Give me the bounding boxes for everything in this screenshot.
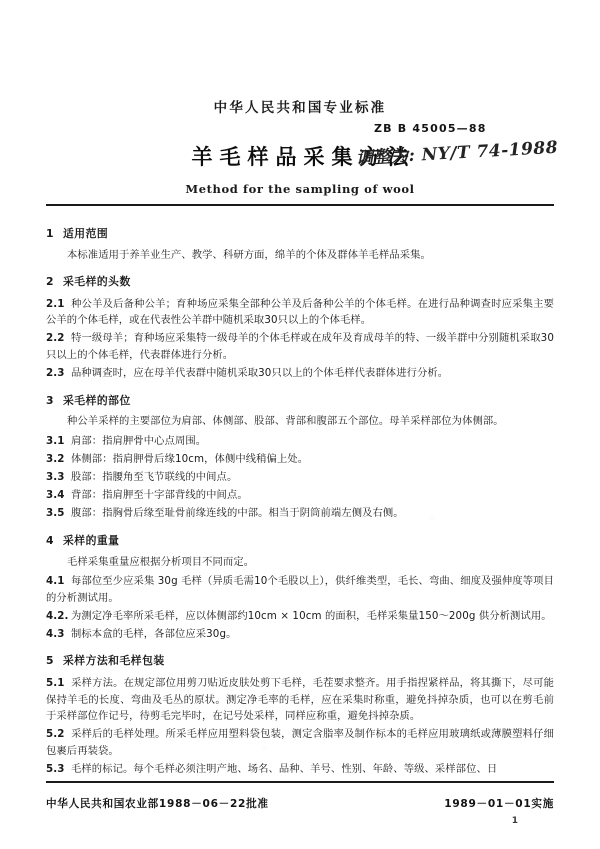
section-number-1: 1 bbox=[46, 227, 55, 240]
clause-3-2 bbox=[46, 451, 554, 468]
page-number: 1 bbox=[511, 816, 518, 826]
clause-5-1 bbox=[46, 675, 554, 725]
footer-approval: 中华人民共和国农业部1988－06－22批准 bbox=[46, 798, 269, 810]
clause-number-3-4: 3.4 bbox=[46, 489, 65, 502]
clause-number-2-3: 2.3 bbox=[46, 367, 65, 380]
clause-number-4-2: 4.2. bbox=[46, 609, 69, 622]
clause-text-3-5: 腹部：指胸骨后缘至耻骨前缘连线的中部。相当于阴筒前端左侧及右侧。 bbox=[71, 507, 404, 520]
clause-number-3-1: 3.1 bbox=[46, 434, 65, 447]
document-body bbox=[46, 215, 554, 779]
clause-number-5-1: 5.1 bbox=[46, 677, 65, 690]
clause-4-2 bbox=[46, 608, 554, 625]
page-content bbox=[46, 0, 559, 849]
header-divider-rule bbox=[46, 204, 554, 206]
clause-text-4-1: 每部位至少应采集 30g 毛样（异质毛需10个毛股以上），供纤维类型，毛长、弯曲、细度及强伸度等项目的分析测试用。 bbox=[46, 575, 554, 604]
section-number-3: 3 bbox=[46, 393, 55, 407]
clause-4-1 bbox=[46, 573, 554, 606]
clause-3-1 bbox=[46, 433, 554, 450]
clause-text-4-3: 制标本盒的毛样，各部位应采30g。 bbox=[71, 627, 237, 640]
section-number-4: 4 bbox=[46, 533, 55, 547]
clause-text-2-2: 特一级母羊；育种场应采集特一级母羊的个体毛样或在成年及育成母羊的特、一级羊群中分别随机采取30只以上的个体毛样，代表群体进行分析。 bbox=[46, 332, 554, 362]
clause-text-5-2: 采样后的毛样处理。所采毛样应用塑料袋包装，测定含脂率及制作标本的毛样应用玻璃纸或薄膜塑料仔细包裹后再装袋。 bbox=[46, 728, 554, 757]
document-title-chinese: 羊毛样品采集方法 bbox=[191, 145, 416, 169]
section-4-paragraph: 毛样采集重量应根据分析项目不同而定。 bbox=[67, 555, 255, 568]
section-heading-2 bbox=[46, 274, 554, 291]
clause-text-2-3: 品种调查时，应在母羊代表群中随机采取30只以上的个体毛样代表群体进行分析。 bbox=[71, 367, 449, 380]
clause-number-5-3: 5.3 bbox=[46, 763, 65, 776]
clause-4-3 bbox=[46, 626, 554, 643]
section-heading-4 bbox=[46, 533, 554, 550]
clause-text-2-1: 种公羊及后备种公羊；育种场应采集全部种公羊及后备种公羊的个体毛样。在进行品种调查时应采集主要公羊的个体毛样，或在代表性公羊群中随机采取30只以上的个体毛样。 bbox=[46, 297, 554, 327]
clause-3-4 bbox=[46, 487, 554, 504]
section-3-paragraph: 种公羊采样的主要部位为肩部、体侧部、股部、背部和腹部五个部位。母羊采样部位为体侧部。 bbox=[67, 415, 504, 428]
clause-number-2-2: 2.2 bbox=[46, 332, 65, 345]
clause-3-5 bbox=[46, 505, 554, 522]
document-footer bbox=[46, 796, 554, 811]
clause-number-2-1: 2.1 bbox=[46, 297, 65, 310]
clause-number-3-2: 3.2 bbox=[46, 453, 65, 466]
section-heading-1 bbox=[46, 226, 554, 243]
clause-5-3 bbox=[46, 761, 554, 778]
clause-text-4-2: 为测定净毛率所采毛样，应以体侧部约10cm × 10cm 的面积，毛样采集量150～200g 供分析测试用。 bbox=[71, 609, 552, 622]
clause-number-3-5: 3.5 bbox=[46, 507, 65, 520]
section-number-5: 5 bbox=[46, 654, 55, 668]
section-heading-5 bbox=[46, 653, 554, 670]
clause-text-3-2: 体侧部：指肩胛骨后缘10cm，体侧中线稍偏上处。 bbox=[71, 453, 309, 466]
clause-number-5-2: 5.2 bbox=[46, 728, 65, 741]
clause-number-4-3: 4.3 bbox=[46, 627, 65, 640]
clause-2-2 bbox=[46, 330, 554, 363]
section-heading-3 bbox=[46, 393, 554, 410]
clause-text-3-1: 肩部：指肩胛骨中心点周围。 bbox=[71, 434, 207, 447]
document-title-english: Method for the sampling of wool bbox=[185, 182, 415, 196]
standard-code-block bbox=[355, 122, 559, 169]
standard-code: ZB B 45005—88 bbox=[374, 122, 487, 135]
section-1-paragraph: 本标准适用于养羊业生产、教学、科研方面，绵羊的个体及群体羊毛样品采集。 bbox=[67, 248, 431, 261]
standard-organization: 中华人民共和国专业标准 bbox=[213, 100, 387, 116]
section-title-3: 采毛样的部位 bbox=[63, 393, 131, 407]
section-title-2: 采毛样的头数 bbox=[63, 275, 131, 289]
handwritten-revision-note: 调整为: NY/T 74-1988 bbox=[355, 137, 559, 169]
clause-text-3-4: 背部：指肩胛至十字部背线的中间点。 bbox=[71, 489, 248, 502]
clause-text-5-1: 采样方法。在规定部位用剪刀贴近皮肤处剪下毛样，毛茬要求整齐。用手指捏紧样品，将其撕下，尽可能保持羊毛的长度、弯曲及毛丛的原状。测定净毛率的毛样，应在采集时称重，避免抖掉杂质，也可以在剪毛前于采样部位作记号，待剪毛完毕时，在记号处采样，同样应称重，避免抖掉杂质。 bbox=[46, 677, 554, 723]
clause-text-3-3: 股部：指腰角至飞节联线的中间点。 bbox=[71, 471, 238, 484]
section-title-1: 适用范围 bbox=[63, 227, 109, 240]
clause-2-3 bbox=[46, 365, 554, 382]
section-number-2: 2 bbox=[46, 275, 55, 289]
clause-text-5-3: 毛样的标记。每个毛样必须注明产地、场名、品种、羊号、性别、年龄、等级、采样部位、日 bbox=[71, 763, 498, 776]
section-title-5: 采样方法和毛样包装 bbox=[63, 654, 165, 668]
clause-5-2 bbox=[46, 726, 554, 759]
footer-divider-rule bbox=[46, 781, 554, 783]
footer-implementation: 1989－01－01实施 bbox=[444, 798, 554, 810]
clause-3-3 bbox=[46, 469, 554, 486]
section-title-4: 采样的重量 bbox=[63, 533, 120, 547]
clause-number-4-1: 4.1 bbox=[46, 575, 65, 588]
clause-2-1 bbox=[46, 296, 554, 329]
clause-number-3-3: 3.3 bbox=[46, 471, 65, 484]
